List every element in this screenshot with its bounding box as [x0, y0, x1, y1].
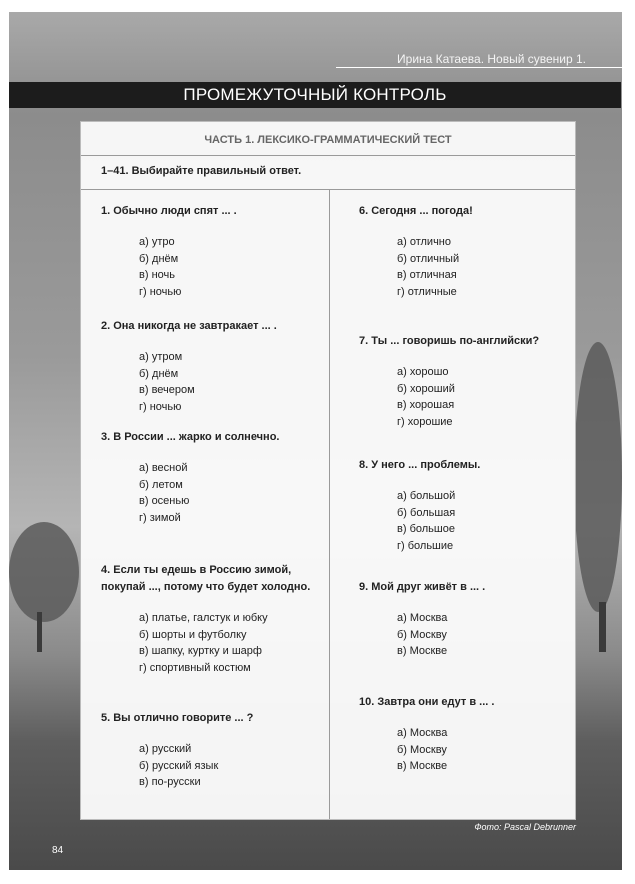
option: в) хорошая: [397, 399, 455, 411]
tree-right: [574, 342, 622, 612]
part-title: ЧАСТЬ 1. ЛЕКСИКО-ГРАММАТИЧЕСКИЙ ТЕСТ: [81, 122, 575, 156]
option: а) утром: [139, 351, 183, 363]
page-number: 84: [52, 845, 64, 856]
option: г) большие: [397, 539, 454, 552]
option: б) большая: [397, 506, 456, 519]
option: в) вечером: [139, 384, 195, 396]
option: б) хороший: [397, 382, 455, 395]
option: г) ночью: [139, 400, 182, 413]
option: г) ночью: [139, 285, 182, 298]
question-text: 7. Ты ... говоришь по-английски?: [359, 335, 540, 347]
option: в) шапку, куртку и шарф: [139, 645, 262, 657]
option: б) Москву: [397, 743, 447, 756]
question-text: 1. Обычно люди спят ... .: [101, 205, 237, 217]
option: б) Москву: [397, 628, 447, 641]
question-7: [359, 333, 539, 430]
option: в) ночь: [139, 269, 175, 281]
question-text: 5. Вы отлично говорите ... ?: [101, 712, 254, 724]
question-9: [359, 579, 485, 660]
option: а) Москва: [397, 612, 448, 624]
option: в) Москве: [397, 645, 448, 657]
page-background: [9, 12, 622, 870]
tree-left-trunk: [37, 612, 42, 652]
option: в) по-русски: [139, 776, 201, 788]
question-text: 8. У него ... проблемы.: [359, 459, 481, 471]
option: в) Москве: [397, 760, 448, 772]
test-panel: [80, 121, 576, 820]
option: в) отличная: [397, 269, 457, 281]
question-text: 2. Она никогда не завтракает ... .: [101, 320, 277, 332]
option: б) летом: [139, 478, 183, 491]
question-text: 9. Мой друг живёт в ... .: [359, 581, 486, 593]
option: а) Москва: [397, 727, 448, 739]
option: б) днём: [139, 367, 179, 380]
question-10: [359, 694, 494, 775]
question-text: 3. В России ... жарко и солнечно.: [101, 431, 280, 443]
book-author-title: Ирина Катаева. Новый сувенир 1.: [397, 52, 586, 66]
option: а) большой: [397, 490, 456, 502]
tree-left: [9, 522, 79, 622]
question-2: [101, 318, 277, 415]
column-divider: [329, 190, 330, 819]
photo-credit: Фото: Pascal Debrunner: [474, 822, 576, 832]
option: в) большое: [397, 523, 455, 535]
question-3: [101, 429, 279, 526]
option: а) отлично: [397, 236, 451, 248]
questions-columns: [81, 190, 575, 819]
question-6: [359, 203, 473, 300]
option: а) хорошо: [397, 366, 449, 378]
question-text: 6. Сегодня ... погода!: [359, 205, 473, 217]
option: б) шорты и футболку: [139, 628, 247, 641]
option: а) платье, галстук и юбку: [139, 612, 268, 624]
question-text-line-2: покупай ..., потому что будет холодно.: [101, 581, 311, 593]
option: г) отличные: [397, 285, 457, 298]
option: б) днём: [139, 252, 179, 265]
option: г) спортивный костюм: [139, 661, 251, 674]
question-5: [101, 710, 253, 791]
section-banner: ПРОМЕЖУТОЧНЫЙ КОНТРОЛЬ: [9, 82, 621, 108]
option: г) хорошие: [397, 415, 453, 428]
option: б) русский язык: [139, 759, 219, 772]
option: а) русский: [139, 743, 192, 755]
header-underline: [336, 67, 622, 68]
option: а) утро: [139, 236, 175, 248]
option: г) зимой: [139, 511, 181, 524]
question-text-line-1: 4. Если ты едешь в Россию зимой,: [101, 564, 292, 576]
option: б) отличный: [397, 252, 460, 265]
question-4: [101, 562, 310, 676]
question-8: [359, 457, 480, 554]
question-text: 10. Завтра они едут в ... .: [359, 696, 495, 708]
option: в) осенью: [139, 495, 190, 507]
tree-right-trunk: [599, 602, 606, 652]
instruction: 1–41. Выбирайте правильный ответ.: [81, 156, 575, 190]
question-1: [101, 203, 237, 300]
option: а) весной: [139, 462, 188, 474]
